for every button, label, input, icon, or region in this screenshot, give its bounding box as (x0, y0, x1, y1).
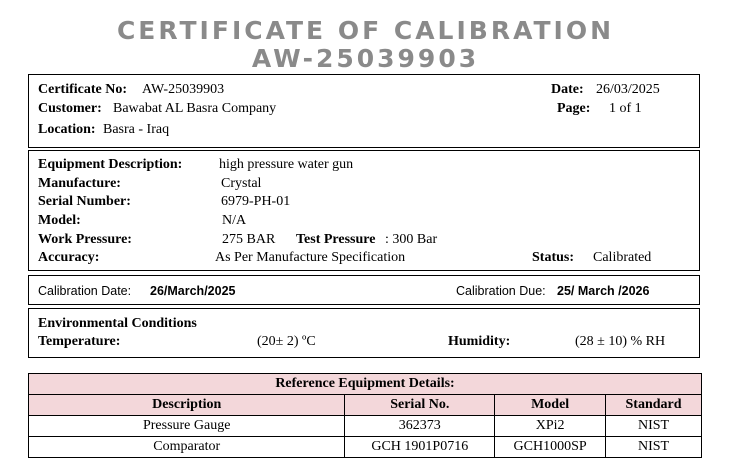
date-label: Date: (551, 82, 584, 97)
model-value: N/A (222, 213, 247, 228)
work-pressure-label: Work Pressure: (38, 232, 132, 247)
status-label: Status: (532, 250, 575, 265)
test-pressure-value: : 300 Bar (385, 232, 438, 247)
calibration-due-value: 25/ March /2026 (557, 284, 650, 298)
environment-heading: Environmental Conditions (38, 316, 197, 331)
temperature-value: (20± 2) ºC (257, 334, 316, 349)
calibration-date-label: Calibration Date: (38, 284, 132, 298)
temperature-label: Temperature: (38, 334, 121, 349)
status-value: Calibrated (593, 250, 652, 265)
serial-number-label: Serial Number: (38, 194, 131, 209)
manufacture-value: Crystal (221, 176, 262, 191)
certificate-number-title: AW-25039903 (251, 44, 480, 73)
page-value: 1 of 1 (609, 101, 642, 116)
table-caption-row (29, 374, 702, 395)
test-pressure-label: Test Pressure (296, 232, 376, 247)
cell-model: GCH1000SP (495, 437, 606, 458)
calibration-box (28, 275, 700, 305)
accuracy-value: As Per Manufacture Specification (215, 250, 406, 265)
column-header-standard: Standard (606, 395, 702, 416)
certificate-title: CERTIFICATE OF CALIBRATION (116, 16, 615, 45)
cell-model: XPi2 (495, 416, 606, 437)
manufacture-label: Manufacture: (38, 176, 121, 191)
reference-equipment-table (28, 373, 702, 458)
work-pressure-value: 275 BAR (222, 232, 276, 247)
equipment-box (28, 150, 700, 271)
header-box (28, 74, 700, 148)
humidity-value: (28 ± 10) % RH (575, 334, 666, 349)
accuracy-label: Accuracy: (38, 250, 100, 265)
equipment-description-label: Equipment Description: (38, 157, 183, 172)
column-header-description: Description (29, 395, 345, 416)
certificate-value: AW-25039903 (142, 82, 225, 97)
table-row (29, 437, 702, 458)
cell-description: Comparator (29, 437, 345, 458)
column-header-serial: Serial No. (345, 395, 495, 416)
table-row (29, 416, 702, 437)
customer-label: Customer: (38, 101, 102, 116)
location-label: Location: (38, 122, 96, 137)
model-label: Model: (38, 213, 81, 228)
humidity-label: Humidity: (448, 334, 511, 349)
customer-value: Bawabat AL Basra Company (113, 101, 277, 116)
certificate-label: Certificate No: (38, 82, 128, 97)
cell-serial: GCH 1901P0716 (345, 437, 495, 458)
cell-standard: NIST (606, 437, 702, 458)
table-header-row (29, 395, 702, 416)
column-header-model: Model (495, 395, 606, 416)
serial-number-value: 6979-PH-01 (221, 194, 291, 209)
location-value: Basra - Iraq (103, 122, 170, 137)
equipment-description-value: high pressure water gun (219, 157, 354, 172)
date-value: 26/03/2025 (596, 82, 660, 97)
calibration-date-value: 26/March/2025 (150, 284, 236, 298)
cell-standard: NIST (606, 416, 702, 437)
cell-description: Pressure Gauge (29, 416, 345, 437)
page-label: Page: (557, 101, 591, 116)
cell-serial: 362373 (345, 416, 495, 437)
environment-box (28, 308, 700, 358)
calibration-due-label: Calibration Due: (456, 284, 546, 298)
reference-caption: Reference Equipment Details: (29, 374, 702, 395)
